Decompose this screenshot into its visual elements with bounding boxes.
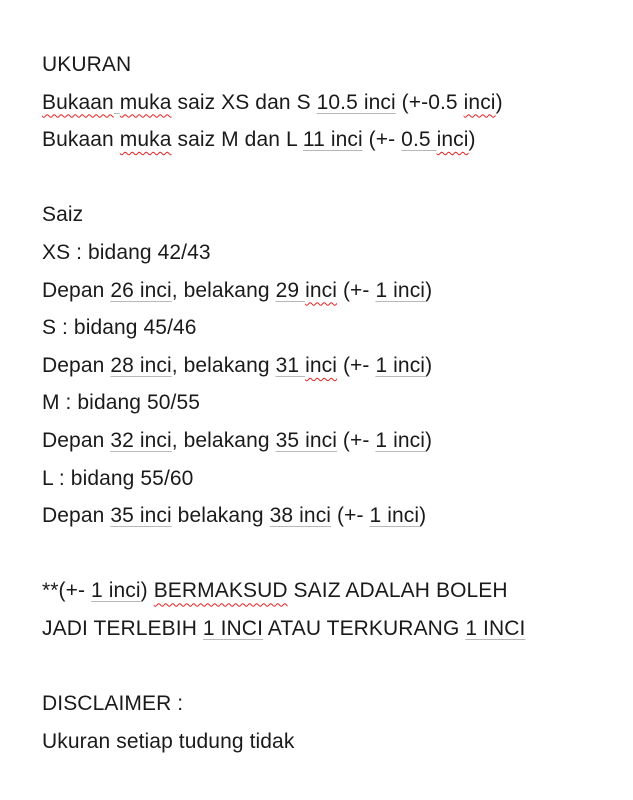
text-segment: 35 inci	[110, 504, 172, 528]
text-segment: )	[425, 428, 433, 452]
text-segment: 1 INCI	[465, 616, 526, 640]
text-segment: 1 inci	[375, 278, 426, 302]
text-segment: , belakang	[171, 278, 276, 302]
text-segment: , belakang	[171, 353, 276, 377]
text-segment: **(+-	[42, 579, 92, 603]
note-body	[42, 46, 623, 760]
tolerance-remark-line-1	[42, 572, 623, 610]
text-segment: muka	[119, 90, 172, 114]
text-segment: )	[140, 579, 154, 603]
text-segment: inci	[305, 353, 338, 377]
tolerance-remark-line-2	[42, 610, 623, 648]
size-l-measurements	[42, 497, 623, 535]
text-segment: 1 inci	[91, 579, 141, 603]
text-segment: (+-	[337, 278, 376, 302]
face-opening-xs-s	[42, 84, 623, 122]
heading-disclaimer: DISCLAIMER :	[42, 692, 184, 716]
text-segment: 29	[275, 278, 306, 302]
face-opening-m-l	[42, 121, 623, 159]
text-segment: 1 INCI	[202, 616, 264, 640]
text-segment: 10.5 inci	[316, 90, 396, 114]
text-segment: 26 inci	[110, 278, 172, 302]
size-s-measurements	[42, 347, 623, 385]
size-xs-label: XS : bidang 42/43	[42, 240, 211, 264]
text-segment: (+-0.5	[395, 90, 464, 114]
text-segment: Depan	[42, 353, 111, 377]
text-segment: 32 inci	[110, 428, 172, 452]
text-segment: SAIZ ADALAH BOLEH	[287, 579, 508, 603]
blank-line	[42, 159, 623, 197]
text-segment: Depan	[42, 278, 111, 302]
text-segment: belakang	[171, 504, 270, 528]
text-segment: Bukaan	[42, 90, 114, 114]
text-segment: Depan	[42, 428, 111, 452]
text-segment: )	[425, 278, 433, 302]
size-s-label: S : bidang 45/46	[42, 316, 197, 340]
text-segment: (+-	[331, 504, 370, 528]
blank-line	[42, 648, 623, 686]
text-segment: JADI TERLEBIH	[42, 616, 203, 640]
text-segment: (+-	[337, 428, 376, 452]
size-m-label: M : bidang 50/55	[42, 391, 201, 415]
text-segment: saiz M dan L	[171, 128, 303, 152]
text-segment: (+-	[362, 128, 402, 152]
text-segment: inci	[305, 278, 338, 302]
disclaimer-text: Ukuran setiap tudung tidak	[42, 729, 295, 753]
size-l-label: L : bidang 55/60	[42, 466, 194, 490]
text-segment: 1 inci	[375, 353, 426, 377]
text-segment: Depan	[42, 504, 111, 528]
text-segment: 11 inci	[302, 128, 363, 152]
text-segment: Bukaan	[42, 128, 120, 152]
blank-line	[42, 535, 623, 573]
text-segment: , belakang	[171, 428, 276, 452]
text-segment: ATAU TERKURANG	[263, 616, 466, 640]
text-segment: 1 inci	[369, 504, 420, 528]
text-segment: )	[425, 353, 433, 377]
size-xs-measurements	[42, 272, 623, 310]
text-segment: saiz XS dan S	[171, 90, 317, 114]
text-segment: 38 inci	[269, 504, 332, 528]
text-segment: 35 inci	[275, 428, 337, 452]
text-segment: )	[419, 504, 427, 528]
text-segment: inci	[436, 128, 469, 152]
text-segment: 1 inci	[375, 428, 426, 452]
heading-ukuran: UKURAN	[42, 53, 132, 76]
text-segment: 0.5	[401, 128, 437, 152]
heading-saiz: Saiz	[42, 203, 84, 227]
text-segment: 28 inci	[110, 353, 172, 377]
text-segment: muka	[119, 128, 172, 152]
size-m-measurements	[42, 422, 623, 460]
text-segment: BERMAKSUD	[153, 579, 288, 603]
text-segment: )	[468, 128, 476, 152]
text-segment: (+-	[337, 353, 376, 377]
text-segment: inci	[463, 90, 496, 114]
text-segment: 31	[275, 353, 306, 377]
text-segment: )	[495, 90, 503, 114]
